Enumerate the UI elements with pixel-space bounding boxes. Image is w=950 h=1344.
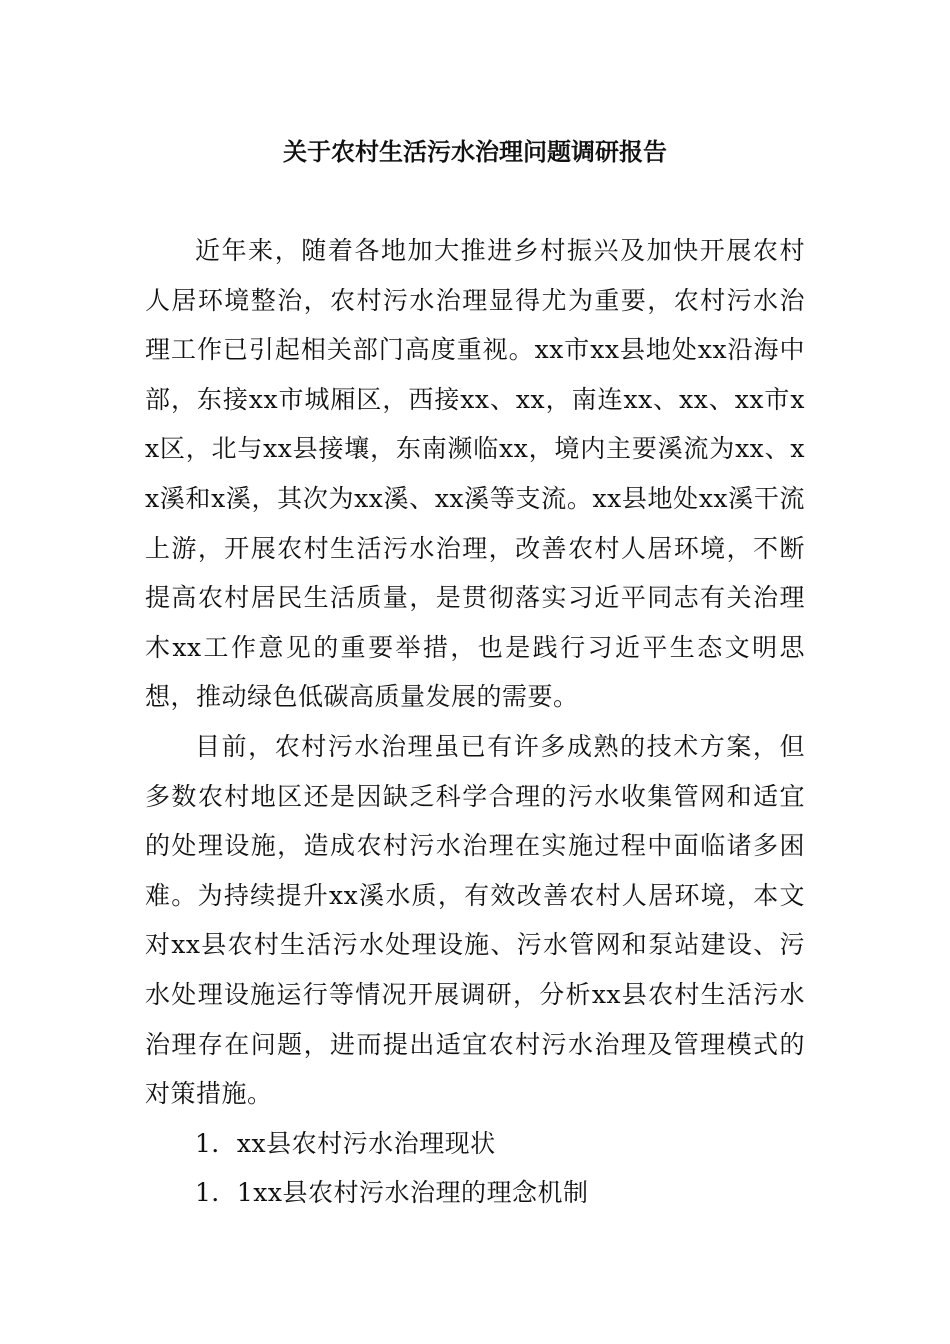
subsection-heading: 1．1xx县农村污水治理的理念机制 <box>195 1178 589 1208</box>
document-body <box>145 226 805 1218</box>
section-heading: 1．xx县农村污水治理现状 <box>195 1128 496 1158</box>
paragraph-intro: 近年来，随着各地加大推进乡村振兴及加快开展农村人居环境整治，农村污水治理显得尤为重要，农村污水治理工作已引起相关部门高度重视。xx市xx县地处xx沿海中部，东接xx市城厢区，西接xx、xx，南连xx、xx、xx市xx区，北与xx县接壤，东南濒临xx，境内主要溪流为xx、xx溪和x溪，其次为xx溪、xx溪等支流。xx县地处xx溪干流上游，开展农村生活污水治理，改善农村人居环境，不断提高农村居民生活质量，是贯彻落实习近平同志有关治理木xx工作意见的重要举措，也是践行习近平生态文明思想，推动绿色低碳高质量发展的需要。 <box>145 236 805 712</box>
paragraph-current-status: 目前，农村污水治理虽已有许多成熟的技术方案，但多数农村地区还是因缺乏科学合理的污水收集管网和适宜的处理设施，造成农村污水治理在实施过程中面临诸多困难。为持续提升xx溪水质，有效改善农村人居环境，本文对xx县农村生活污水处理设施、污水管网和泵站建设、污水处理设施运行等情况开展调研，分析xx县农村生活污水治理存在问题，进而提出适宜农村污水治理及管理模式的对策措施。 <box>145 731 805 1109</box>
document-title: 关于农村生活污水治理问题调研报告 <box>283 138 667 166</box>
